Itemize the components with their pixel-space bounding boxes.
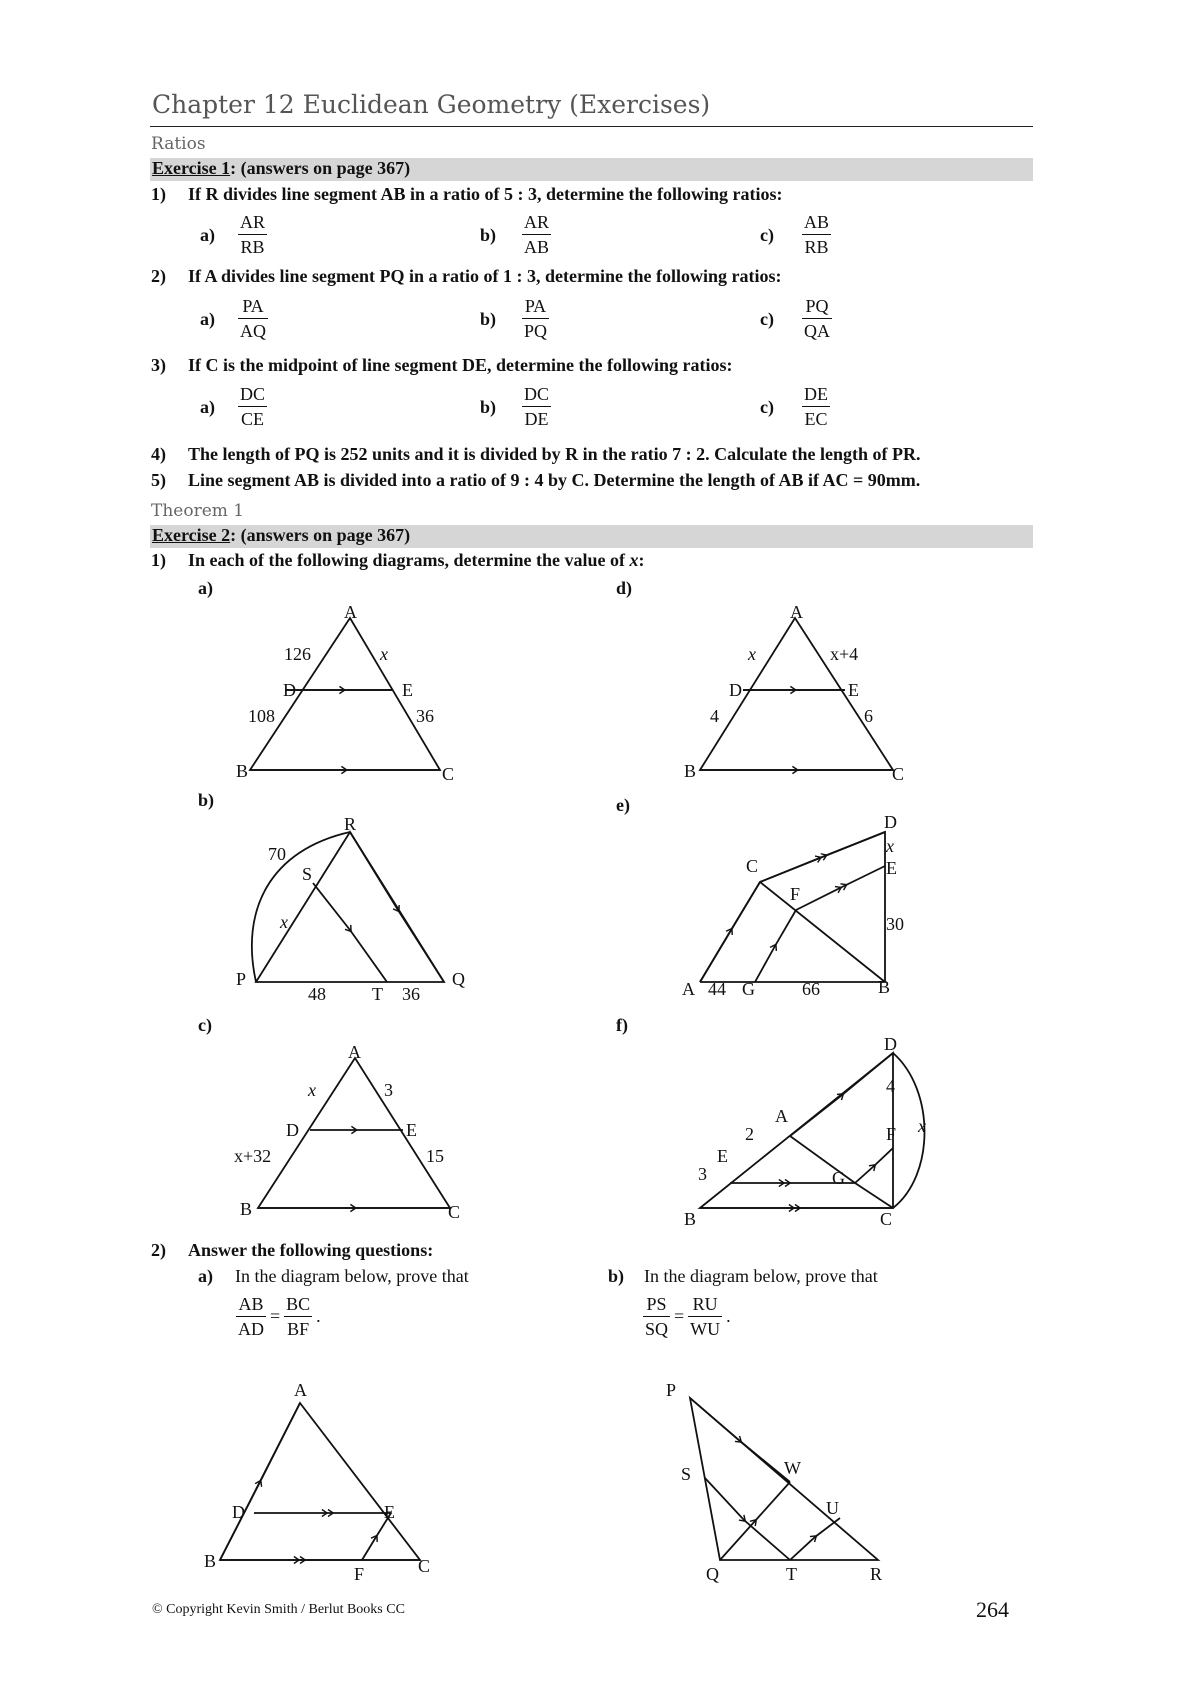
- ex1-q3-a-label: a): [200, 397, 215, 417]
- label-d-D: D: [729, 680, 742, 700]
- fraction-denominator: BF: [284, 1316, 312, 1341]
- fraction-denominator: CE: [238, 406, 267, 431]
- page-number: 264: [976, 1597, 1009, 1622]
- ex2-q1-num: 1): [151, 550, 166, 570]
- label-q2b-S: S: [681, 1464, 692, 1484]
- label-c-A: A: [348, 1042, 361, 1062]
- ex2-q2-a-text: In the diagram below, prove that: [235, 1266, 469, 1286]
- label-e-x: x: [886, 836, 894, 856]
- ex1-q1-b-label: b): [480, 225, 497, 245]
- label-e-F: F: [790, 884, 801, 904]
- label-f-G: G: [832, 1168, 845, 1188]
- label-d-C: C: [892, 764, 905, 784]
- label-q2a-E: E: [384, 1502, 395, 1522]
- label-d-E: E: [848, 680, 859, 700]
- fraction-denominator: AD: [236, 1316, 266, 1341]
- ex2-q2-b-label: b): [608, 1266, 625, 1286]
- ex1-q4-num: 4): [151, 444, 166, 464]
- label-f-E: E: [717, 1146, 728, 1166]
- ex1-q3-c-label: c): [760, 397, 774, 417]
- label-f-F: F: [886, 1124, 897, 1144]
- label-d-A: A: [790, 602, 803, 622]
- exercise1-note: : (answers on page 367): [230, 158, 411, 178]
- fraction-numerator: AR: [240, 212, 266, 232]
- label-c-C: C: [448, 1202, 461, 1222]
- label-f-x: x: [918, 1116, 926, 1136]
- section-ratios: Ratios: [151, 134, 206, 154]
- label-c-x: x: [308, 1080, 316, 1100]
- fraction-numerator: AB: [238, 1294, 264, 1314]
- label-d-4: 4: [710, 706, 719, 726]
- diagram-label-c: c): [198, 1015, 212, 1035]
- label-e-C: C: [746, 856, 759, 876]
- fraction-numerator: PQ: [805, 296, 829, 316]
- label-e-44: 44: [708, 979, 726, 999]
- label-q2a-F: F: [354, 1564, 365, 1584]
- label-f-3: 3: [698, 1164, 707, 1184]
- fraction-numerator: DC: [524, 384, 550, 404]
- label-e-A: A: [682, 979, 695, 999]
- label-q2b-P: P: [666, 1380, 677, 1400]
- ex2-q2-b-text: In the diagram below, prove that: [644, 1266, 878, 1286]
- fraction-denominator: RB: [802, 234, 831, 259]
- label-c-3: 3: [384, 1080, 393, 1100]
- ex1-q1-num: 1): [151, 184, 166, 204]
- label-b-R: R: [344, 814, 357, 834]
- label-c-x32: x+32: [234, 1146, 272, 1166]
- label-a-126: 126: [284, 644, 311, 664]
- fraction-ab-ad: [236, 1292, 266, 1341]
- ex2-q1-var: x: [629, 550, 639, 570]
- label-d-6: 6: [864, 706, 873, 726]
- fraction-denominator: QA: [802, 318, 832, 343]
- fraction-denominator: PQ: [522, 318, 549, 343]
- section-theorem1: Theorem 1: [151, 501, 245, 521]
- label-a-C: C: [442, 764, 455, 784]
- ex1-q5-num: 5): [151, 470, 166, 490]
- label-a-E: E: [402, 680, 413, 700]
- ex1-q1-c-label: c): [760, 225, 774, 245]
- label-e-30: 30: [886, 914, 904, 934]
- fraction-denominator: AB: [522, 234, 551, 259]
- ex1-q4-text: The length of PQ is 252 units and it is divided by R in the ratio 7 : 2. Calculate the length of PR.: [188, 444, 921, 464]
- ex2-q1-text: In each of the following diagrams, determine the value of: [188, 550, 630, 570]
- label-b-36: 36: [402, 984, 420, 1004]
- diagram-label-f: f): [616, 1015, 628, 1035]
- fraction-numerator: PA: [242, 296, 264, 316]
- ex1-q3-text: If C is the midpoint of line segment DE, determine the following ratios:: [188, 355, 733, 375]
- exercise2-note: : (answers on page 367): [230, 525, 411, 545]
- label-b-x: x: [280, 912, 288, 932]
- ex1-q1-a-label: a): [200, 225, 215, 245]
- label-f-B: B: [684, 1209, 697, 1229]
- ex1-q2-a-label: a): [200, 309, 215, 329]
- fraction-numerator: DE: [804, 384, 828, 404]
- label-e-B: B: [878, 977, 891, 997]
- ex2-q2-text: Answer the following questions:: [188, 1240, 434, 1260]
- exercise1-name: Exercise 1: [152, 158, 231, 178]
- fraction-numerator: DC: [240, 384, 266, 404]
- ex1-q3-b-label: b): [480, 397, 497, 417]
- ex1-q2-c-label: c): [760, 309, 774, 329]
- page-title: Chapter 12 Euclidean Geometry (Exercises): [152, 90, 711, 119]
- fraction-denominator: SQ: [643, 1316, 670, 1341]
- line-gf-e: [755, 910, 796, 982]
- label-c-B: B: [240, 1199, 253, 1219]
- label-q2a-D: D: [232, 1502, 245, 1522]
- fraction-numerator: AB: [804, 212, 830, 232]
- label-f-4: 4: [886, 1076, 895, 1096]
- ex1-q3-num: 3): [151, 355, 166, 375]
- fraction-numerator: PS: [646, 1294, 667, 1314]
- label-f-D: D: [884, 1034, 897, 1054]
- label-q2b-T: T: [786, 1564, 797, 1584]
- ex2-q2-num: 2): [151, 1240, 166, 1260]
- label-q2b-Q: Q: [706, 1564, 719, 1584]
- fraction-denominator: DE: [522, 406, 551, 431]
- label-a-x: x: [380, 644, 388, 664]
- label-e-66: 66: [802, 979, 820, 999]
- diagram-label-d: d): [616, 578, 633, 598]
- label-e-D: D: [884, 812, 897, 832]
- fraction-numerator: PA: [524, 296, 547, 316]
- label-b-Q: Q: [452, 969, 465, 989]
- label-e-G: G: [742, 979, 755, 999]
- label-q2a-B: B: [204, 1551, 217, 1571]
- arrow-rq-b: [350, 832, 444, 982]
- exercise2-name: Exercise 2: [152, 525, 231, 545]
- label-c-15: 15: [426, 1146, 444, 1166]
- equals-sign: =: [270, 1306, 281, 1326]
- diagram-label-a: a): [198, 578, 213, 598]
- ex2-q2: [151, 1240, 433, 1261]
- line-st-b: [313, 883, 387, 982]
- ex2-q2-a-label: a): [198, 1266, 213, 1286]
- label-f-A: A: [775, 1106, 788, 1126]
- label-b-48: 48: [308, 984, 326, 1004]
- diagram-label-e: e): [616, 795, 630, 815]
- fraction-numerator: AR: [524, 212, 550, 232]
- period: .: [726, 1306, 731, 1326]
- ex2-q2-a-equation: [236, 1292, 321, 1341]
- fraction-denominator: RB: [238, 234, 267, 259]
- q2b-diagram: [690, 1398, 878, 1560]
- label-e-E: E: [886, 858, 897, 878]
- diagram-label-b: b): [198, 790, 215, 810]
- label-a-B: B: [236, 761, 249, 781]
- label-b-S: S: [302, 864, 313, 884]
- copyright: © Copyright Kevin Smith / Berlut Books CC: [152, 1602, 405, 1617]
- label-d-B: B: [684, 761, 697, 781]
- fraction-denominator: AQ: [238, 318, 268, 343]
- label-d-x4: x+4: [830, 644, 859, 664]
- line-fe-e: [796, 866, 885, 910]
- ex1-q1-text: If R divides line segment AB in a ratio of 5 : 3, determine the following ratios:: [188, 184, 783, 204]
- q2a-diagram: [220, 1403, 420, 1560]
- label-f-2: 2: [745, 1124, 754, 1144]
- label-a-36: 36: [416, 706, 434, 726]
- label-d-x: x: [748, 644, 756, 664]
- label-b-P: P: [236, 969, 247, 989]
- fraction-denominator: WU: [688, 1316, 722, 1341]
- label-f-C: C: [880, 1209, 893, 1229]
- ex1-q2-text: If A divides line segment PQ in a ratio of 1 : 3, determine the following ratios:: [188, 266, 782, 286]
- label-b-T: T: [372, 984, 383, 1004]
- ex1-q2-num: 2): [151, 266, 166, 286]
- label-c-D: D: [286, 1120, 299, 1140]
- label-q2a-A: A: [294, 1380, 307, 1400]
- label-a-A: A: [344, 602, 357, 622]
- fraction-bc-bf: [284, 1292, 312, 1341]
- label-b-70: 70: [268, 844, 286, 864]
- label-q2b-U: U: [826, 1498, 839, 1518]
- fraction-numerator: BC: [286, 1294, 311, 1314]
- equals-sign: =: [674, 1306, 685, 1326]
- ex1-q5-text: Line segment AB is divided into a ratio of 9 : 4 by C. Determine the length of AB if AC = 90mm.: [188, 470, 921, 490]
- ex1-q2-b-label: b): [480, 309, 497, 329]
- label-q2b-R: R: [870, 1564, 883, 1584]
- label-q2a-C: C: [418, 1556, 431, 1576]
- label-a-D: D: [283, 680, 296, 700]
- fraction-ps-sq: [643, 1292, 670, 1341]
- ex2-q1-end: :: [638, 550, 645, 570]
- fraction-numerator: RU: [692, 1294, 718, 1314]
- label-c-E: E: [406, 1120, 417, 1140]
- label-q2b-W: W: [784, 1458, 801, 1478]
- fraction-ru-wu: [688, 1292, 722, 1341]
- triangle-abc-q2a: [220, 1403, 420, 1560]
- period: .: [316, 1306, 321, 1326]
- label-a-108: 108: [248, 706, 275, 726]
- diagram-e: [700, 832, 885, 982]
- fraction-denominator: EC: [802, 406, 830, 431]
- ex2-q2-b-equation: [643, 1292, 731, 1341]
